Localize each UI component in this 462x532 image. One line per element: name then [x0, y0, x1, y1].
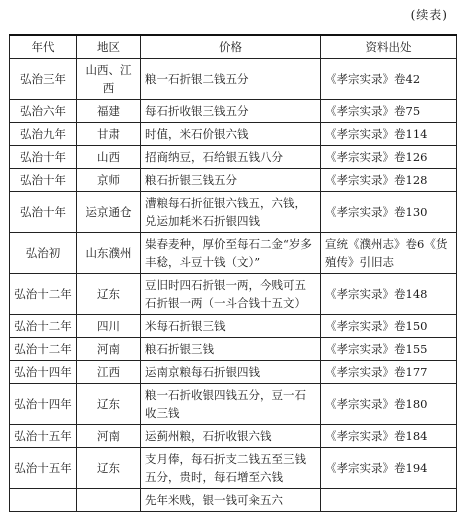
- header-source: 资料出处: [321, 35, 457, 59]
- table-row: [10, 233, 457, 274]
- source-cell: 《孝宗实录》卷180: [321, 384, 457, 425]
- price-cell: 粮一石折银二钱五分: [141, 59, 321, 100]
- source-cell: 《孝宗实录》卷194: [321, 448, 457, 489]
- table-row: [10, 100, 457, 123]
- region-cell: 辽东: [77, 384, 141, 425]
- table-row: [10, 489, 457, 512]
- table-row: [10, 192, 457, 233]
- table-row: [10, 338, 457, 361]
- source-cell: [321, 489, 457, 512]
- table-row: [10, 448, 457, 489]
- source-cell: 《孝宗实录》卷42: [321, 59, 457, 100]
- region-cell: 河南: [77, 425, 141, 448]
- source-cell: 《孝宗实录》卷177: [321, 361, 457, 384]
- header-row: [10, 35, 457, 59]
- era-cell: 弘治十五年: [10, 425, 77, 448]
- source-cell: 宣统《濮州志》卷6《货殖传》引旧志: [321, 233, 457, 274]
- price-cell: 招商纳豆，石给银五钱八分: [141, 146, 321, 169]
- price-cell: 粮石折银三钱五分: [141, 169, 321, 192]
- header-era: 年代: [10, 35, 77, 59]
- table-row: [10, 361, 457, 384]
- continued-label: (续表): [410, 8, 448, 22]
- region-cell: 甘肃: [77, 123, 141, 146]
- table-row: [10, 425, 457, 448]
- era-cell: [10, 489, 77, 512]
- region-cell: 京师: [77, 169, 141, 192]
- source-cell: 《孝宗实录》卷75: [321, 100, 457, 123]
- price-cell: 运南京粮每石折银四钱: [141, 361, 321, 384]
- region-cell: 运京通仓: [77, 192, 141, 233]
- era-cell: 弘治六年: [10, 100, 77, 123]
- price-cell: 粜春麦种，厚价至每石二金“岁多丰稔，斗豆十钱（文）”: [141, 233, 321, 274]
- region-cell: 辽东: [77, 274, 141, 315]
- price-cell: 粮一石折收银四钱五分，豆一石收三钱: [141, 384, 321, 425]
- price-cell: 先年米贱，银一钱可籴五六: [141, 489, 321, 512]
- table-row: [10, 123, 457, 146]
- era-cell: 弘治十年: [10, 169, 77, 192]
- table-row: [10, 315, 457, 338]
- header-region: 地区: [77, 35, 141, 59]
- header-price: 价格: [141, 35, 321, 59]
- source-cell: 《孝宗实录》卷114: [321, 123, 457, 146]
- era-cell: 弘治十年: [10, 146, 77, 169]
- price-cell: 米每石折银三钱: [141, 315, 321, 338]
- era-cell: 弘治十二年: [10, 274, 77, 315]
- table-row: [10, 59, 457, 100]
- region-cell: 山西、江西: [77, 59, 141, 100]
- table-row: [10, 274, 457, 315]
- region-cell: [77, 489, 141, 512]
- table-row: [10, 384, 457, 425]
- era-cell: 弘治十五年: [10, 448, 77, 489]
- era-cell: 弘治十二年: [10, 338, 77, 361]
- price-cell: 支月俸，每石折支二钱五至三钱五分，贵时，每石增至六钱: [141, 448, 321, 489]
- price-cell: 运蓟州粮，石折收银六钱: [141, 425, 321, 448]
- region-cell: 河南: [77, 338, 141, 361]
- region-cell: 四川: [77, 315, 141, 338]
- price-cell: 每石折收银三钱五分: [141, 100, 321, 123]
- era-cell: 弘治十四年: [10, 384, 77, 425]
- price-cell: 豆旧时四石折银一两，今贱可五石折银一两（一斗合钱十五文）: [141, 274, 321, 315]
- source-cell: 《孝宗实录》卷155: [321, 338, 457, 361]
- region-cell: 山西: [77, 146, 141, 169]
- era-cell: 弘治初: [10, 233, 77, 274]
- era-cell: 弘治十二年: [10, 315, 77, 338]
- region-cell: 山东濮州: [77, 233, 141, 274]
- source-cell: 《孝宗实录》卷130: [321, 192, 457, 233]
- region-cell: 江西: [77, 361, 141, 384]
- source-cell: 《孝宗实录》卷148: [321, 274, 457, 315]
- price-cell: 粮石折银三钱: [141, 338, 321, 361]
- source-cell: 《孝宗实录》卷150: [321, 315, 457, 338]
- source-cell: 《孝宗实录》卷126: [321, 146, 457, 169]
- source-cell: 《孝宗实录》卷184: [321, 425, 457, 448]
- era-cell: 弘治十四年: [10, 361, 77, 384]
- table-row: [10, 169, 457, 192]
- region-cell: 辽东: [77, 448, 141, 489]
- era-cell: 弘治十年: [10, 192, 77, 233]
- region-cell: 福建: [77, 100, 141, 123]
- price-cell: 漕粮每石折征银六钱五，六钱，兑运加耗米石折银四钱: [141, 192, 321, 233]
- era-cell: 弘治九年: [10, 123, 77, 146]
- price-cell: 时值，米石价银六钱: [141, 123, 321, 146]
- price-table: [9, 34, 457, 512]
- era-cell: 弘治三年: [10, 59, 77, 100]
- source-cell: 《孝宗实录》卷128: [321, 169, 457, 192]
- table-row: [10, 146, 457, 169]
